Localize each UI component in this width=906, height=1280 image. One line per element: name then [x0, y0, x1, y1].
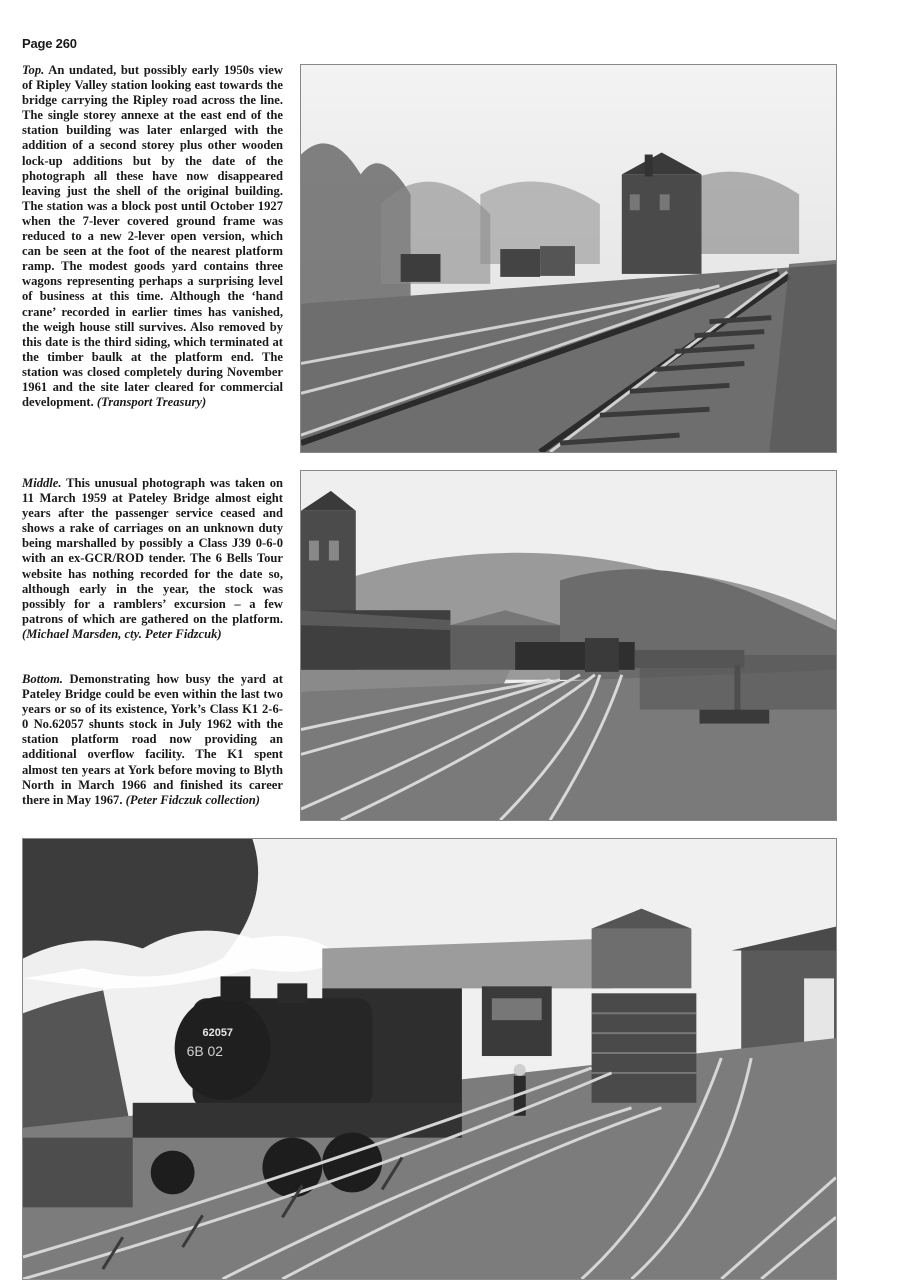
photo-k1-62057-image: [23, 839, 836, 1279]
caption-bottom-credit: (Peter Fidczuk collection): [125, 792, 260, 807]
page-number: Page 260: [22, 36, 77, 51]
caption-top-credit: (Transport Treasury): [96, 395, 207, 410]
photo-ripley-valley-image: [301, 65, 836, 452]
photo-ripley-valley-station: [300, 64, 837, 453]
caption-middle: [22, 476, 283, 661]
caption-bottom: [22, 672, 283, 832]
caption-bottom-lead: Bottom.: [22, 672, 63, 686]
caption-top-body: An undated, but possibly early 1950s view of Ripley Valley station looking east towards the bridge carrying the Ripley road across the line. The single storey annexe at the east end of the station building was later enlarged with the addition of a second storey plus other wooden lock-up additions but by the date of the photograph all these have now disappeared leaving just the shell of the original building. The station was a block post until October 1927 when the 7-lever covered ground frame was reduced to a new 2-lever open version, which can be seen at the foot of the nearest platform ramp. The modest goods yard contains three wagons representing perhaps a surprising level of business at this time. Although the ‘hand crane’ recorded in earlier times has vanished, the weigh house still survives. Also removed by this date is the third siding, which terminated at the timber baulk at the platform end. The station was closed completely during November 1961 and the site later cleared for commercial development.: [22, 63, 283, 410]
photo-pateley-bridge-1959: [300, 470, 837, 821]
caption-top-lead: Top.: [22, 63, 45, 77]
caption-middle-credit: (Michael Marsden, cty. Peter Fidzcuk): [22, 626, 222, 641]
shed-plate: 6B 02: [186, 1043, 224, 1060]
caption-top: [22, 63, 283, 453]
caption-middle-lead: Middle.: [22, 476, 62, 490]
photo-k1-62057-pateley-bridge: [22, 838, 837, 1280]
photo-pateley-bridge-1959-image: [301, 471, 836, 820]
caption-bottom-body: Demonstrating how busy the yard at Pateley Bridge could be even within the last two years or so of its existence, York’s Class K1 2-6-0 No.62057 shunts stock in July 1962 with the station platform road now providing an additional overflow facility. The K1 spent almost ten years at York before moving to Blyth North in March 1966 and finished its career there in May 1967.: [22, 672, 283, 807]
smokebox-number-plate: 62057: [202, 1027, 234, 1040]
caption-middle-body: This unusual photograph was taken on 11 March 1959 at Pateley Bridge almost eight years after the passenger service ceased and shows a rake of carriages on an unknown duty being marshalled by possibly a Class J39 0-6-0 with an ex-GCR/ROD tender. The 6 Bells Tour website has nothing recorded for the date so, although early in the year, the stock was possibly for a ramblers’ excursion – a few patrons of which are gathered on the platform.: [22, 476, 283, 626]
